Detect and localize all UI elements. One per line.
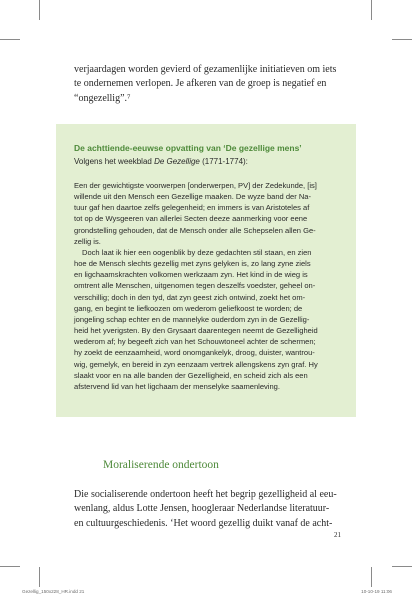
crop-mark-top-right xyxy=(371,0,372,20)
intro-line: verjaardagen worden gevierd of gezamenlijke initiatieven om iets xyxy=(74,64,337,75)
quote-line: willende uit den Mensch een Gezellige maaken. De wyze band der Na- xyxy=(74,192,312,202)
quote-line: afstervend lid van het ligchaam der menselyke saamenleving. xyxy=(74,381,280,391)
crop-mark-top-left xyxy=(39,0,40,20)
crop-mark-bottom-right-horizontal xyxy=(392,566,412,567)
body-line: en cultuurgeschiedenis. ‘Het woord gezellig duikt vanaf de acht- xyxy=(74,517,333,529)
quote-line: wederom af; hy begeeft zich van het Schouwtoneel achter de schermen; xyxy=(74,337,316,347)
crop-mark-bottom-left xyxy=(39,567,40,587)
intro-line: “ongezellig”.⁷ xyxy=(74,92,131,104)
crop-mark-bottom-right xyxy=(371,567,372,587)
crop-mark-bottom-left-horizontal xyxy=(0,566,20,567)
quote-text xyxy=(74,180,342,392)
slug-timestamp: 10-10-19 11:06 xyxy=(361,589,392,594)
subtitle-magazine-name: De Gezellige xyxy=(154,157,200,166)
quote-line: slaakt voor en na alle banden der Gezelligheid, en scheid zich als een xyxy=(74,370,308,380)
intro-paragraph xyxy=(74,63,342,106)
quote-line: Doch laat ik hier een oogenblik by deze gedachten stil staan, en zien xyxy=(82,247,312,257)
quote-line: omtrent alle Menschen, uitgenomen tegen deszelfs voedster, geheel on- xyxy=(74,281,316,291)
quote-line: en ligchaamskrachten volkomen werkzaam zyn. Het kind in de wieg is xyxy=(74,270,308,280)
quote-line: Een der gewichtigste voorwerpen [onderwerpen, PV] der Zedekunde, [is] xyxy=(74,181,317,190)
subtitle-prefix: Volgens het weekblad xyxy=(74,157,155,166)
slug-filename: Gezellig_150x228_HR.indd 21 xyxy=(22,589,85,594)
quote-line: wig, gemelyk, en bereid in zyn eenzaam vertrek allengskens zyn graf. Hy xyxy=(74,359,318,369)
quote-line: verschillig; doch in den tyd, dat zyn geest zich ontwind, zoekt het om- xyxy=(74,292,306,302)
quote-line: zellig is. xyxy=(74,236,101,246)
body-paragraph xyxy=(74,488,342,531)
quote-line: tuur gaf hen daartoe zelfs gelegenheid; en immers is van Aristoteles af xyxy=(74,203,310,213)
intro-line: te ondernemen verlopen. Je afkeren van de groep is negatief en xyxy=(74,78,327,90)
quote-line: gang, en begint te liefkoozen om wederom geliefkoost te worden; de xyxy=(74,303,303,313)
quote-line: hoe de Mensch slechts gezellig met zyns gelyken is, zo lang zyne ziels xyxy=(74,259,311,269)
section-heading: Moraliserende ondertoon xyxy=(103,459,219,471)
page-number: 21 xyxy=(334,531,341,539)
subtitle-suffix: (1771-1774): xyxy=(199,157,248,166)
quote-box-title: De achttiende-eeuwse opvatting van ‘De gezellige mens’ xyxy=(74,143,302,153)
quote-line: jongeling schap echter en de mannelyke ouderdom zyn in de Gezellig- xyxy=(74,314,310,324)
quote-line: hy zoekt de eenzaamheid, word onomgankelyk, droog, duister, wantrou- xyxy=(74,348,315,358)
quote-line: tot op de Wysgeeren van allerlei Secten deeze aanmerking voor eene xyxy=(74,214,308,224)
body-line: Die socialiserende ondertoon heeft het begrip gezelligheid al eeu- xyxy=(74,489,337,500)
crop-mark-top-left-horizontal xyxy=(0,39,20,40)
crop-mark-top-right-horizontal xyxy=(392,39,412,40)
quote-line: heid het yverigsten. By den Grysaart daarentegen neemt de Gezelligheid xyxy=(74,326,318,336)
quote-box-subtitle xyxy=(74,157,248,166)
quote-line: grondstelling gehouden, dat de Mensch onder alle Schepselen allen Ge- xyxy=(74,225,316,235)
body-line: wenlang, aldus Lotte Jensen, hoogleraar Nederlandse literatuur- xyxy=(74,503,330,515)
